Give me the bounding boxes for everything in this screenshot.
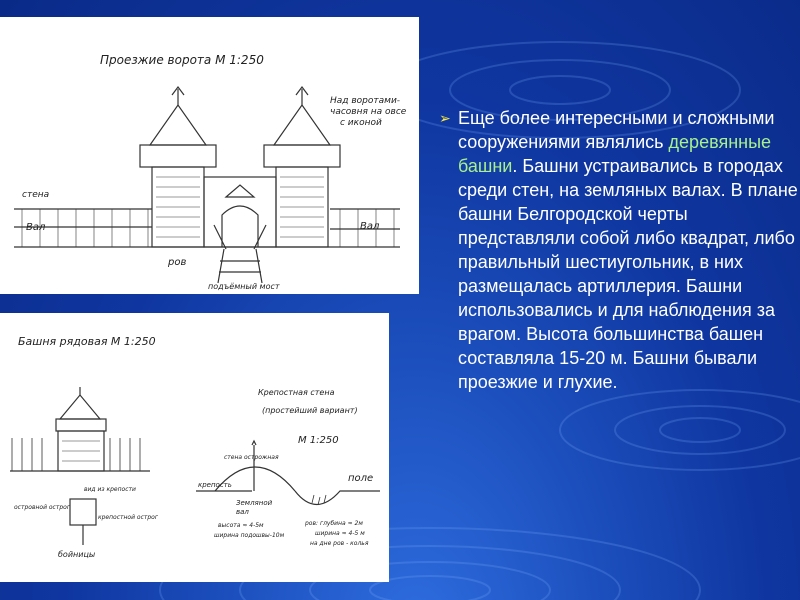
wall-label-fortress: крепость [198, 481, 232, 489]
tower-drawing [0, 313, 389, 582]
gate-drawing-panel [0, 17, 419, 294]
paragraph-text-end: . Башни устраивались в городах среди стен, на земляных валах. В плане башни Белгородской черты представляли собой либо квадрат, либо правильный шестиугольник, в них размещалась артиллерия. Башни использовались и для наблюдения за врагом. Высота большинства башен составляла 15-20 м. Башни бывали проезжие и глухие. [458, 156, 798, 392]
wall-title-line1: Крепостная стена [258, 388, 335, 397]
gate-note-line1: Над воротами- [330, 96, 401, 106]
rampart-label-line2: вал [236, 508, 249, 516]
paragraph-text-start: Еще более интересными и сложными сооружениями являлись [458, 108, 775, 152]
gate-label-moat: ров [168, 257, 187, 268]
gate-note-line2: часовня на овсе [330, 107, 407, 117]
rampart-label-line1: Земляной [236, 499, 273, 507]
paragraph-highlight: деревянные башни [458, 132, 772, 176]
rampart-dims-line1: высота ≈ 4-5м [218, 522, 264, 529]
gate-drawing-title: Проезжие ворота М 1:250 [100, 53, 264, 67]
gate-label-bridge: подъёмный мост [208, 282, 280, 291]
rampart-dims-line2: ширина подошвы-10м [214, 532, 285, 539]
tower-label-view: вид из крепости [84, 486, 136, 493]
gate-note-line3: с иконой [340, 118, 382, 128]
tower-label-in: островной острог [14, 504, 70, 511]
gate-drawing [0, 17, 419, 294]
gate-label-val-left: Вал [26, 222, 46, 233]
bullet-arrow-icon: ➢ [439, 110, 451, 126]
bullet-paragraph [439, 106, 798, 394]
wall-label-wall: стена острожная [224, 454, 279, 461]
moat-dims-line1: ров: глубина ≈ 2м [305, 520, 363, 527]
tower-drawing-title: Башня рядовая М 1:250 [18, 335, 156, 348]
tower-label-loopholes: бойницы [58, 550, 96, 559]
gate-label-wall: стена [22, 190, 50, 200]
moat-dims-line3: на дне ров - колья [310, 540, 369, 547]
wall-title-line2: (простейший вариант) [262, 406, 358, 415]
tower-label-out: крепостной острог [98, 514, 159, 521]
wall-label-field: поле [348, 473, 374, 484]
moat-dims-line2: ширина ≈ 4-5 м [315, 530, 365, 537]
wall-scale: М 1:250 [298, 435, 339, 446]
gate-label-val-right: Вал [360, 221, 380, 232]
tower-drawing-panel [0, 313, 389, 582]
